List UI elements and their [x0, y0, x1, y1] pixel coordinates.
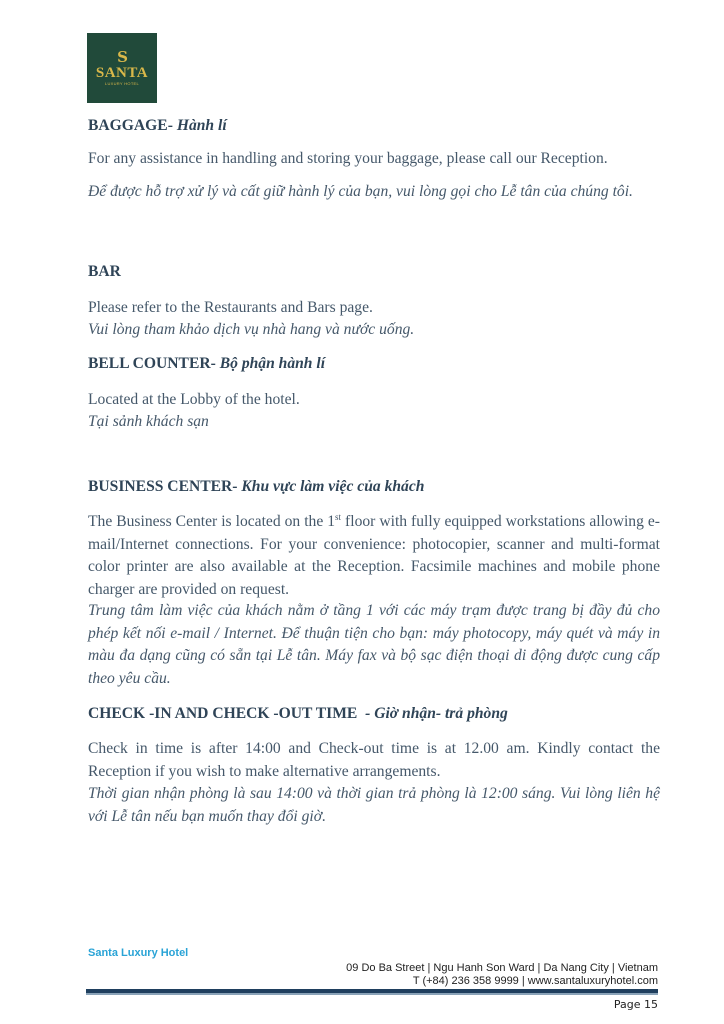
baggage-body-en: For any assistance in handling and storing your baggage, please call our Reception.	[88, 150, 608, 167]
business-center-body-en-sup: st	[335, 511, 342, 522]
logo-brand: SANTA	[95, 65, 149, 81]
footer-hotel-name: Santa Luxury Hotel	[88, 947, 189, 959]
page-number: Page 15	[613, 998, 658, 1011]
bell-counter-heading	[88, 355, 325, 373]
baggage-heading	[88, 117, 227, 135]
business-center-body-en-post: floor with fully equipped workstations allowing e-mail/Internet connections. For your convenience: photocopier, scanner and multi-format color printer are also available at the Reception. Facsimile machines and mobile phone charger are provided on request.	[88, 513, 660, 598]
check-in-out-title-vi: - Giờ nhận- trả phòng	[365, 705, 508, 722]
footer-address: 09 Do Ba Street | Ngu Hanh Son Ward | Da Nang City | Vietnam	[346, 962, 658, 974]
check-in-out-body-vi: Thời gian nhận phòng là sau 14:00 và thời gian trả phòng là 12:00 sáng. Vui lòng liên hệ với Lễ tân nếu bạn muốn thay đổi giờ.	[88, 785, 660, 825]
bar-body-vi: Vui lòng tham khảo dịch vụ nhà hang và nước uống.	[88, 321, 415, 338]
footer-rule-accent	[86, 993, 658, 995]
bell-counter-title: BELL COUNTER-	[88, 355, 216, 372]
check-in-out-title: CHECK -IN AND CHECK -OUT TIME	[88, 705, 358, 722]
business-center-title: BUSINESS CENTER-	[88, 478, 238, 495]
bar-body-en: Please refer to the Restaurants and Bars page.	[88, 299, 373, 316]
logo-subtitle: LUXURY HOTEL	[104, 81, 140, 86]
bell-counter-body-en: Located at the Lobby of the hotel.	[88, 391, 300, 408]
hotel-logo	[87, 33, 157, 103]
check-in-out-body-en: Check in time is after 14:00 and Check-out time is at 12.00 am. Kindly contact the Reception if you wish to make alternative arrangements.	[88, 740, 660, 780]
business-center-title-vi: Khu vực làm việc của khách	[241, 478, 425, 495]
check-in-out-heading	[88, 705, 508, 723]
business-center-body-en-pre: The Business Center is located on the 1	[88, 513, 336, 530]
business-center-heading	[88, 478, 424, 496]
footer-contact: T (+84) 236 358 9999 | www.santaluxuryhotel.com	[412, 975, 658, 987]
baggage-title: BAGGAGE-	[88, 117, 173, 134]
footer-address-block	[346, 962, 658, 988]
bell-counter-title-vi: Bộ phận hành lí	[219, 355, 326, 372]
baggage-body-vi: Để được hỗ trợ xử lý và cất giữ hành lý của bạn, vui lòng gọi cho Lễ tân của chúng tôi.	[88, 183, 633, 200]
logo-monogram: S	[117, 48, 127, 66]
baggage-title-vi: Hành lí	[176, 117, 227, 134]
bell-counter-body-vi: Tại sảnh khách sạn	[88, 413, 209, 430]
business-center-body-en	[88, 511, 660, 601]
business-center-body-vi: Trung tâm làm việc của khách nằm ở tầng 1 với các máy trạm được trang bị đầy đủ cho phép kết nối e-mail / Internet. Để thuận tiện cho bạn: máy photocopy, máy quét và máy in màu đa dạng cũng có sẵn tại Lễ tân. Máy fax và bộ sạc điện thoại di động được cung cấp theo yêu cầu.	[88, 602, 660, 687]
bar-heading: BAR	[88, 263, 121, 280]
